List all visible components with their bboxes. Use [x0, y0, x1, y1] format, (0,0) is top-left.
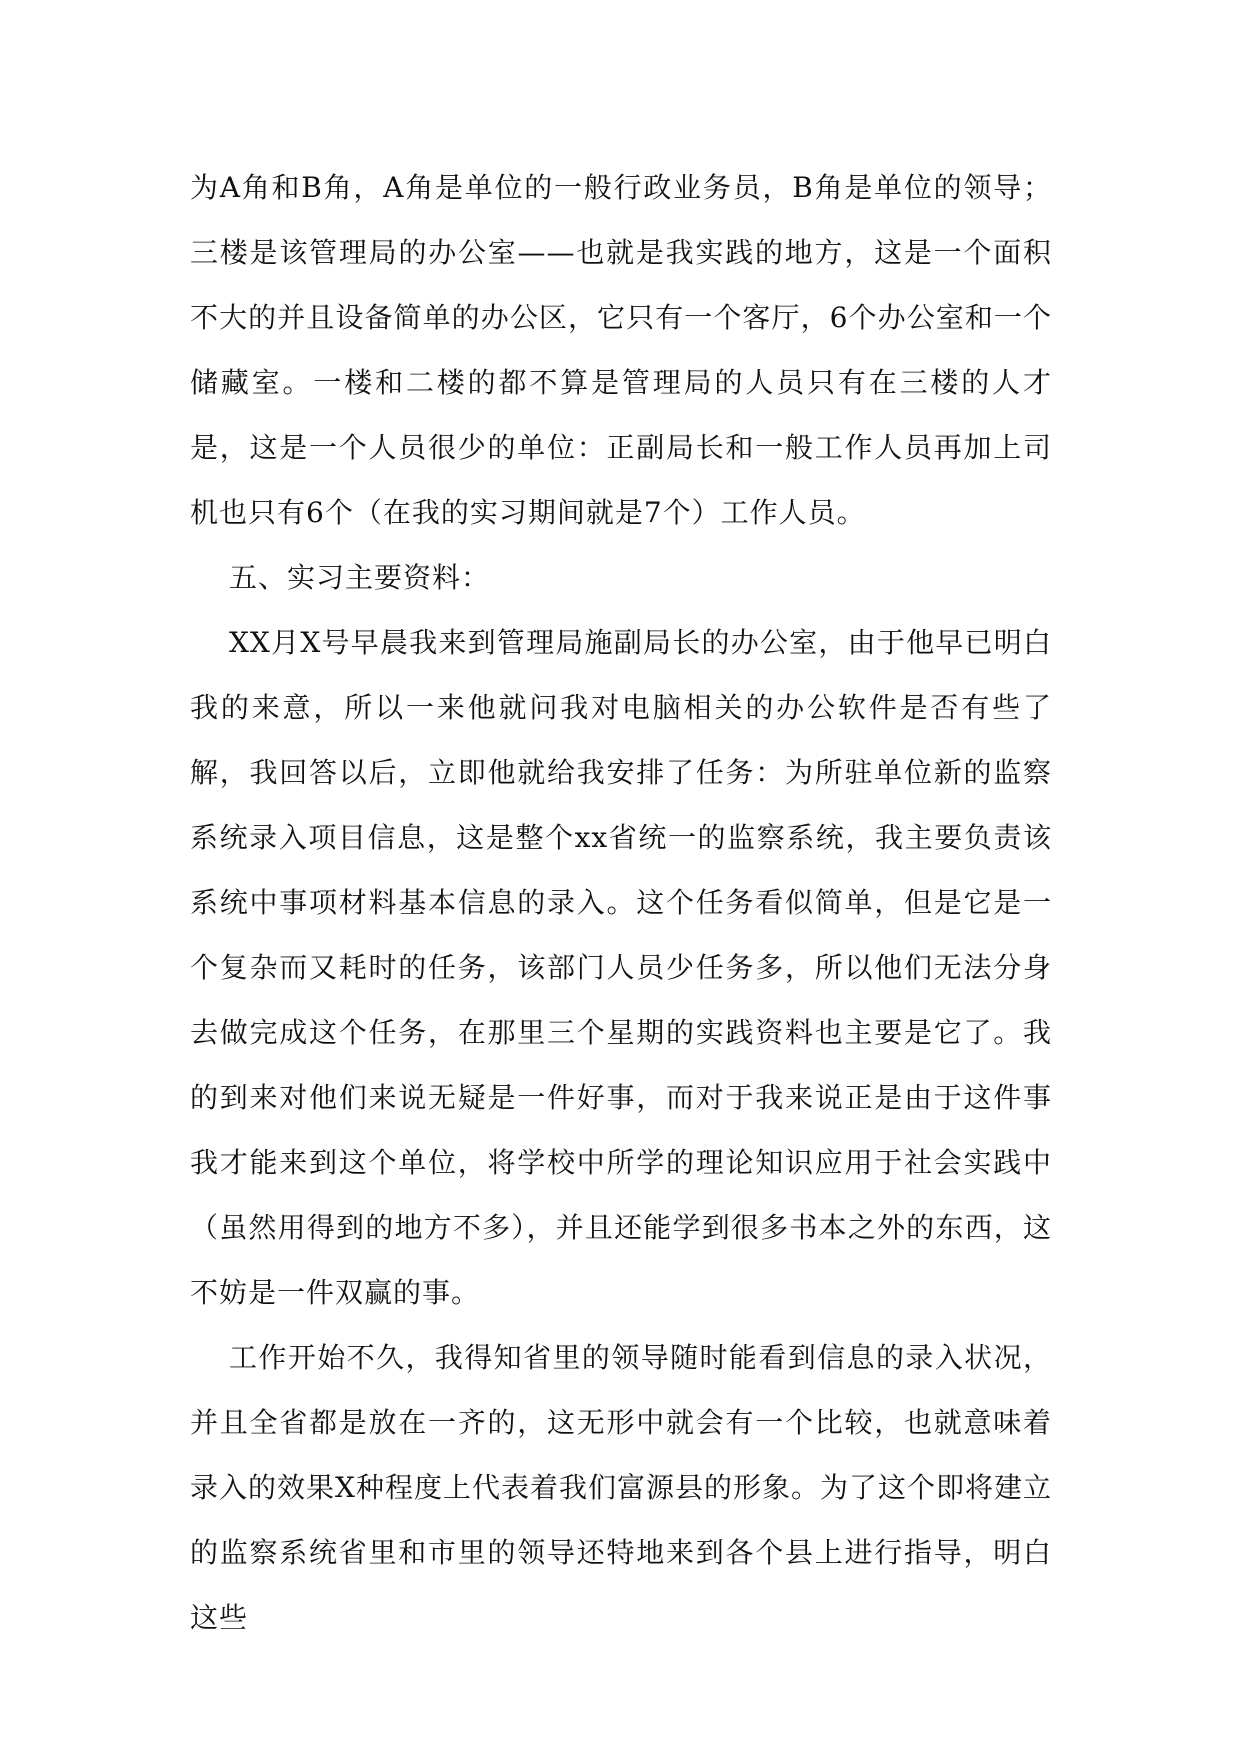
- paragraph-first-task: XX月X号早晨我来到管理局施副局长的办公室，由于他早已明白我的来意，所以一来他就问我对电脑相关的办公软件是否有些了解，我回答以后，立即他就给我安排了任务：为所驻单位新的监察系统录入项目信息，这是整个xx省统一的监察系统，我主要负责该系统中事项材料基本信息的录入。这个任务看似简单，但是它是一个复杂而又耗时的任务，该部门人员少任务多，所以他们无法分身去做完成这个任务，在那里三个星期的实践资料也主要是它了。我的到来对他们来说无疑是一件好事，而对于我来说正是由于这件事我才能来到这个单位，将学校中所学的理论知识应用于社会实践中（虽然用得到的地方不多），并且还能学到很多书本之外的东西，这不妨是一件双赢的事。: [190, 626, 1052, 1309]
- document-body: [190, 155, 1052, 1650]
- paragraph-staff-overview: 为A角和B角，A角是单位的一般行政业务员，B角是单位的领导；三楼是该管理局的办公室——也就是我实践的地方，这是一个面积不大的并且设备简单的办公区，它只有一个客厅，6个办公室和一个储藏室。一楼和二楼的都不算是管理局的人员只有在三楼的人才是，这是一个人员很少的单位：正副局长和一般工作人员再加上司机也只有6个（在我的实习期间就是7个）工作人员。: [190, 171, 1052, 529]
- paragraph-work-start: 工作开始不久，我得知省里的领导随时能看到信息的录入状况，并且全省都是放在一齐的，这无形中就会有一个比较，也就意味着录入的效果X种程度上代表着我们富源县的形象。为了这个即将建立的监察系统省里和市里的领导还特地来到各个县上进行指导，明白这些: [190, 1341, 1052, 1634]
- section-heading-main-content: 五、实习主要资料：: [229, 561, 491, 594]
